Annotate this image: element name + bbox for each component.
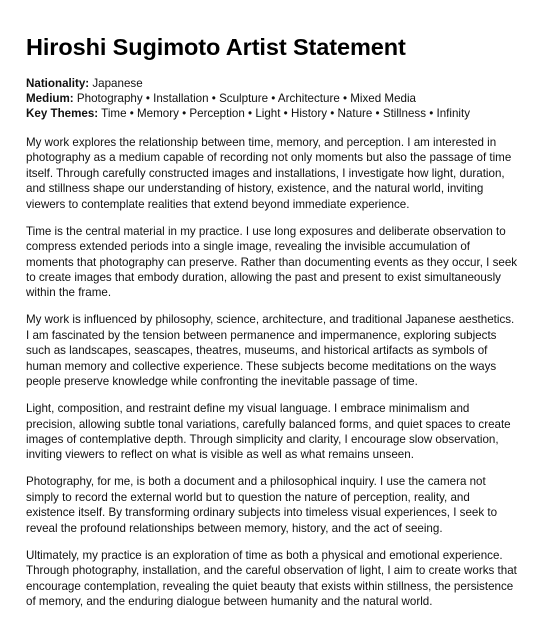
- meta-medium-label: Medium:: [26, 92, 74, 105]
- meta-key-themes: [26, 106, 519, 121]
- statement-paragraph-6: Ultimately, my practice is an exploration of time as both a physical and emotional experience. Through photography, installation, and the careful observation of light, I aim to create works that encourage contemplation, revealing the quiet beauty that exists within stillness, the persistence of memory, and the enduring dialogue between humanity and the natural world.: [26, 548, 517, 608]
- meta-medium: [26, 91, 519, 106]
- meta-key-themes-label: Key Themes:: [26, 107, 99, 120]
- meta-nationality-value: Japanese: [89, 77, 143, 90]
- meta-medium-value: Photography • Installation • Sculpture • Architecture • Mixed Media: [73, 92, 416, 105]
- artist-metadata: [26, 76, 519, 121]
- meta-nationality-label: Nationality:: [26, 77, 90, 90]
- statement-paragraph-3: My work is influenced by philosophy, science, architecture, and traditional Japanese aesthetics. I am fascinated by the tension between permanence and impermanence, exploring subjects such as landscapes, seascapes, theatres, museums, and historical artifacts as symbols of human memory and collective experience. These subjects become meditations on the ways people preserve knowledge while confronting the inevitable passage of time.: [26, 313, 515, 389]
- document-title: Hiroshi Sugimoto Artist Statement: [26, 34, 406, 60]
- meta-key-themes-value: Time • Memory • Perception • Light • History • Nature • Stillness • Infinity: [98, 107, 471, 120]
- statement-paragraph-2: Time is the central material in my practice. I use long exposures and deliberate observation to compress extended periods into a single image, revealing the invisible accumulation of moments that photography can preserve. Rather than documenting events as they occur, I seek to create images that embody duration, allowing the past and present to exist simultaneously within the frame.: [26, 224, 518, 300]
- statement-paragraph-5: Photography, for me, is both a document and a philosophical inquiry. I use the camera not simply to record the external world but to question the nature of perception, reality, and existence itself. By transforming ordinary subjects into timeless visual experiences, I seek to reveal the profound relationships between memory, history, and the act of seeing.: [26, 475, 498, 535]
- meta-nationality: [26, 76, 519, 91]
- statement-paragraph-4: Light, composition, and restraint define my visual language. I embrace minimalism and precision, allowing subtle tonal variations, carefully balanced forms, and quiet spaces to create images of contemplative depth. Through simplicity and clarity, I encourage slow observation, inviting viewers to reflect on what is visible as well as what remains unseen.: [26, 402, 511, 462]
- statement-paragraph-1: My work explores the relationship between time, memory, and perception. I am interested in photography as a medium capable of recording not only moments but also the passage of time itself. Through carefully constructed images and installations, I investigate how light, duration, and stillness shape our understanding of history, existence, and the natural world, inviting viewers to contemplate realities that extend beyond immediate experience.: [26, 136, 512, 211]
